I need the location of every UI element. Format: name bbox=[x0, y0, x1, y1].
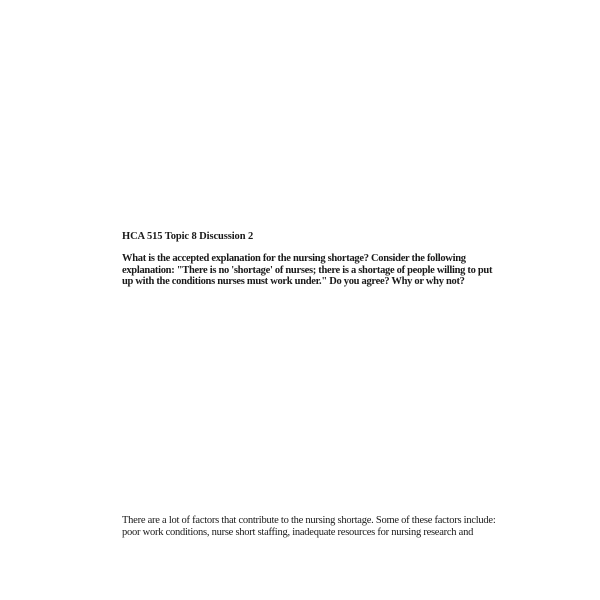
answer-line: poor work conditions, nurse short staffing, inadequate resources for nursing research and bbox=[122, 526, 474, 538]
document-title: HCA 515 Topic 8 Discussion 2 bbox=[122, 231, 254, 242]
answer-line: There are a lot of factors that contribute to the nursing shortage. Some of these factors include: bbox=[122, 515, 496, 526]
question-paragraph bbox=[122, 253, 492, 288]
answer-paragraph bbox=[122, 515, 496, 538]
question-line: up with the conditions nurses must work under." Do you agree? Why or why not? bbox=[122, 276, 465, 287]
question-line: What is the accepted explanation for the nursing shortage? Consider the following bbox=[122, 253, 466, 264]
question-line: explanation: "There is no 'shortage' of nurses; there is a shortage of people willing to put bbox=[122, 264, 493, 276]
